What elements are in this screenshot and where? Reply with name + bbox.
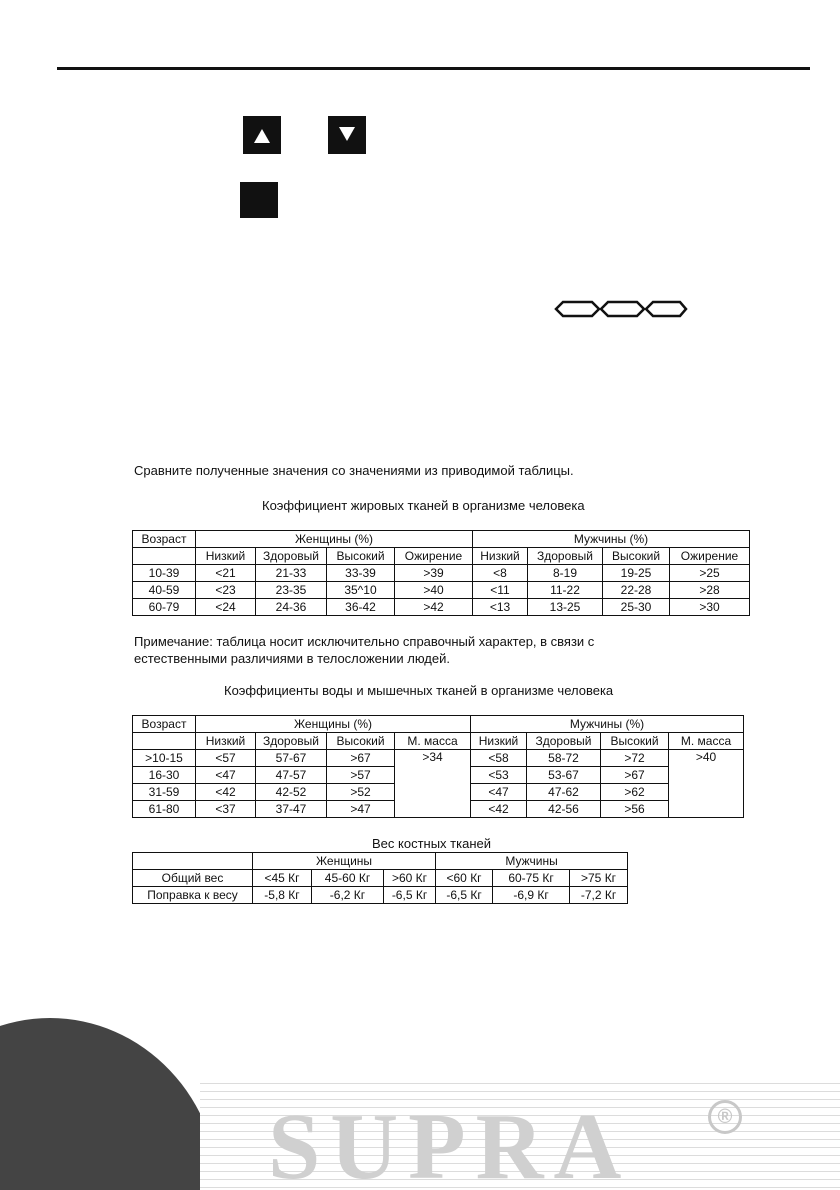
table-cell: 42-56 — [527, 801, 601, 818]
table-cell: 35^10 — [327, 582, 395, 599]
table-cell: 58-72 — [527, 750, 601, 767]
brand-logo: SUPRA — [268, 1095, 632, 1190]
age-cell: 10-39 — [133, 565, 196, 582]
table-cell: 19-25 — [603, 565, 670, 582]
table-cell: 36-42 — [327, 599, 395, 616]
table-cell: -6,9 Кг — [493, 887, 570, 904]
table-row — [133, 750, 744, 767]
empty-cell — [133, 548, 196, 565]
column-header: Высокий — [601, 733, 669, 750]
column-header: Высокий — [603, 548, 670, 565]
table-cell: >42 — [395, 599, 473, 616]
intro-text: Сравните полученные значения со значениями из приводимой таблицы. — [134, 463, 574, 478]
corner-decoration — [0, 1018, 220, 1190]
table-cell: <42 — [196, 784, 256, 801]
table-cell: <23 — [196, 582, 256, 599]
empty-cell — [133, 853, 253, 870]
age-header: Возраст — [133, 531, 196, 548]
table-cell: 37-47 — [256, 801, 327, 818]
table-cell: >72 — [601, 750, 669, 767]
table-cell: >62 — [601, 784, 669, 801]
fat-table — [132, 530, 750, 616]
table-cell: 25-30 — [603, 599, 670, 616]
column-header: Низкий — [196, 548, 256, 565]
bone-table-title: Вес костных тканей — [372, 836, 491, 851]
table-subheader-row — [133, 548, 750, 565]
note-line-1: Примечание: таблица носит исключительно справочный характер, в связи с — [134, 634, 595, 649]
table-header-row — [133, 716, 744, 733]
weight-label: Общий вес — [133, 870, 253, 887]
water-table — [132, 715, 744, 818]
table-header-row — [133, 853, 628, 870]
fat-table-title: Коэффициент жировых тканей в организме человека — [262, 498, 585, 513]
table-cell: >67 — [327, 750, 395, 767]
registered-mark: ® — [708, 1100, 742, 1134]
column-header: Низкий — [196, 733, 256, 750]
table-cell: <11 — [473, 582, 528, 599]
table-cell: -6,5 Кг — [384, 887, 436, 904]
table-cell: 45-60 Кг — [312, 870, 384, 887]
table-cell: >30 — [670, 599, 750, 616]
men-header: Мужчины — [436, 853, 628, 870]
table-row — [133, 565, 750, 582]
correction-label: Поправка к весу — [133, 887, 253, 904]
age-cell: 60-79 — [133, 599, 196, 616]
column-header: Высокий — [327, 548, 395, 565]
table-row — [133, 582, 750, 599]
column-header: М. масса — [669, 733, 744, 750]
table-cell: <47 — [471, 784, 527, 801]
empty-cell — [133, 733, 196, 750]
set-button-icon — [240, 182, 278, 218]
column-header: Здоровый — [256, 733, 327, 750]
table-cell: <53 — [471, 767, 527, 784]
women-mass-cell: >34 — [395, 750, 471, 818]
table-cell: 11-22 — [528, 582, 603, 599]
table-row — [133, 599, 750, 616]
table-cell: 42-52 — [256, 784, 327, 801]
table-cell: <60 Кг — [436, 870, 493, 887]
table-row — [133, 870, 628, 887]
column-header: Здоровый — [528, 548, 603, 565]
column-header: М. масса — [395, 733, 471, 750]
column-header: Низкий — [471, 733, 527, 750]
column-header: Ожирение — [670, 548, 750, 565]
age-header: Возраст — [133, 716, 196, 733]
age-cell: 61-80 — [133, 801, 196, 818]
column-header: Низкий — [473, 548, 528, 565]
note-line-2: естественными различиями в телосложении людей. — [134, 651, 450, 666]
bone-table — [132, 852, 628, 904]
table-cell: <24 — [196, 599, 256, 616]
table-cell: >25 — [670, 565, 750, 582]
table-cell: <58 — [471, 750, 527, 767]
table-cell: -7,2 Кг — [570, 887, 628, 904]
men-mass-cell: >40 — [669, 750, 744, 818]
column-header: Высокий — [327, 733, 395, 750]
age-cell: 31-59 — [133, 784, 196, 801]
table-cell: >39 — [395, 565, 473, 582]
table-cell: 22-28 — [603, 582, 670, 599]
table-cell: >52 — [327, 784, 395, 801]
column-header: Ожирение — [395, 548, 473, 565]
table-cell: 47-62 — [527, 784, 601, 801]
column-header: Здоровый — [256, 548, 327, 565]
triangle-down-icon — [328, 116, 366, 154]
table-cell: >40 — [395, 582, 473, 599]
table-cell: <13 — [473, 599, 528, 616]
table-cell: 60-75 Кг — [493, 870, 570, 887]
table-cell: 53-67 — [527, 767, 601, 784]
table-cell: 13-25 — [528, 599, 603, 616]
table-cell: <21 — [196, 565, 256, 582]
table-subheader-row — [133, 733, 744, 750]
table-header-row — [133, 531, 750, 548]
down-button-icon — [328, 116, 366, 154]
table-cell: 33-39 — [327, 565, 395, 582]
table-cell: <57 — [196, 750, 256, 767]
water-table-title: Коэффициенты воды и мышечных тканей в организме человека — [224, 683, 614, 698]
table-cell: 23-35 — [256, 582, 327, 599]
women-header: Женщины — [253, 853, 436, 870]
display-segments-icon — [554, 299, 688, 319]
table-cell: 21-33 — [256, 565, 327, 582]
table-cell: >57 — [327, 767, 395, 784]
table-cell: >75 Кг — [570, 870, 628, 887]
triangle-up-icon — [243, 116, 281, 154]
table-cell: 57-67 — [256, 750, 327, 767]
top-rule — [57, 67, 810, 70]
table-cell: >47 — [327, 801, 395, 818]
table-cell: <42 — [471, 801, 527, 818]
column-header: Здоровый — [527, 733, 601, 750]
table-cell: <8 — [473, 565, 528, 582]
table-cell: <37 — [196, 801, 256, 818]
table-cell: -5,8 Кг — [253, 887, 312, 904]
age-cell: 40-59 — [133, 582, 196, 599]
table-row — [133, 887, 628, 904]
table-cell: -6,5 Кг — [436, 887, 493, 904]
table-cell: 47-57 — [256, 767, 327, 784]
table-cell: >60 Кг — [384, 870, 436, 887]
age-cell: 16-30 — [133, 767, 196, 784]
women-header: Женщины (%) — [196, 531, 473, 548]
table-cell: -6,2 Кг — [312, 887, 384, 904]
table-cell: <47 — [196, 767, 256, 784]
table-cell: 8-19 — [528, 565, 603, 582]
table-cell: >28 — [670, 582, 750, 599]
age-cell: >10-15 — [133, 750, 196, 767]
table-cell: 24-36 — [256, 599, 327, 616]
men-header: Мужчины (%) — [473, 531, 750, 548]
men-header: Мужчины (%) — [471, 716, 744, 733]
table-cell: >56 — [601, 801, 669, 818]
table-cell: >67 — [601, 767, 669, 784]
up-button-icon — [243, 116, 281, 154]
table-cell: <45 Кг — [253, 870, 312, 887]
women-header: Женщины (%) — [196, 716, 471, 733]
